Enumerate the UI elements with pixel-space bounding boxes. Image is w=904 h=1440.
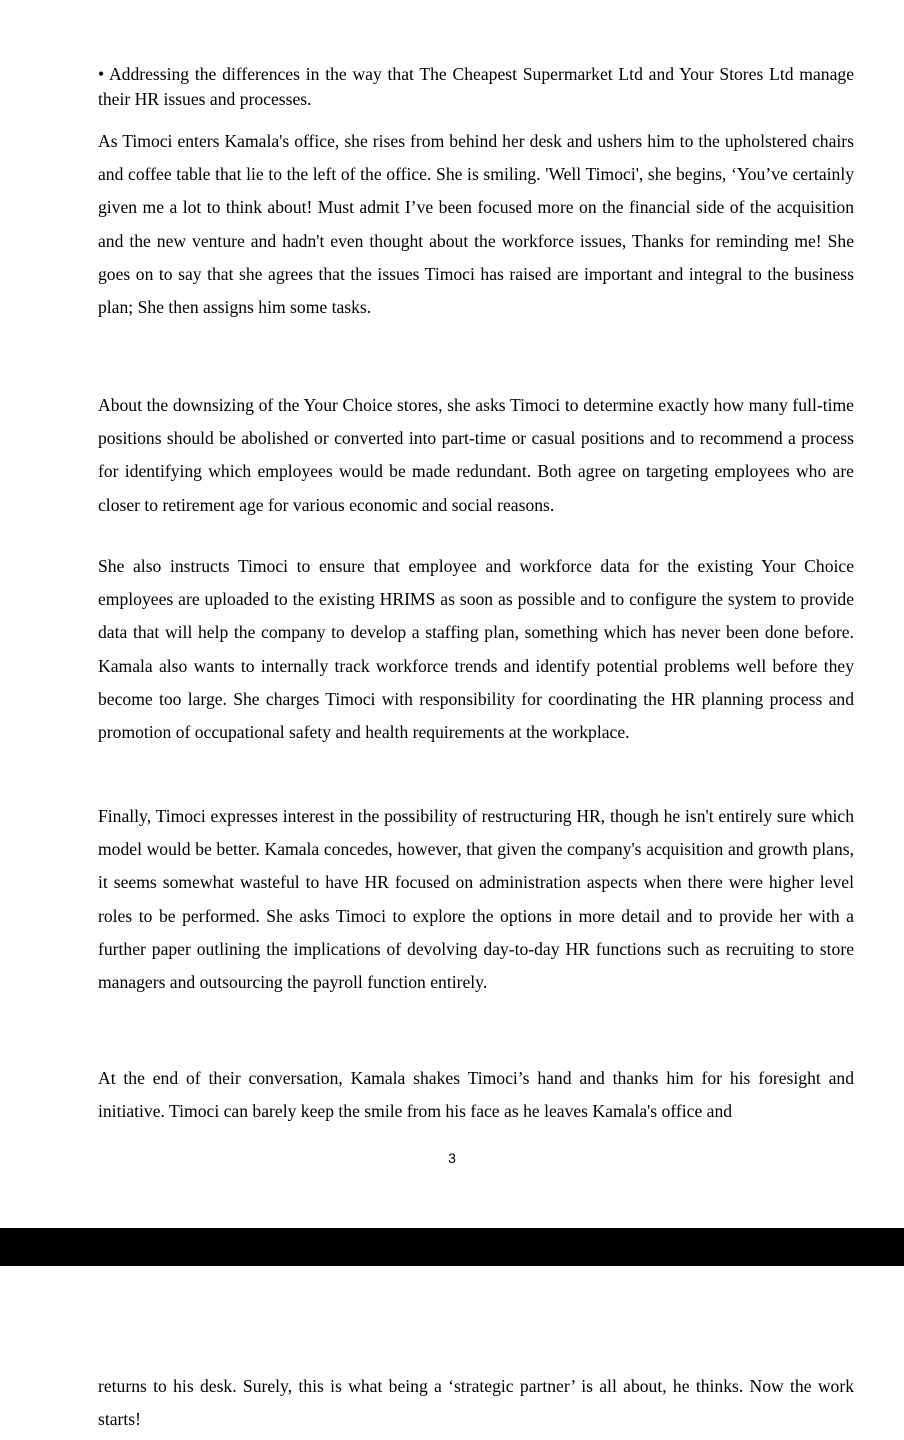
paragraph-hrims-data: She also instructs Timoci to ensure that employee and workforce data for the existing Your Choice employees are uploaded to the existing HRIMS as soon as possible and to configure the system to provide data that will help the company to develop a staffing plan, something which has never been done before. Kamala also wants to internally track workforce trends and identify potential problems well before they become too large. She charges Timoci with responsibility for coordinating the HR planning process and promotion of occupational safety and health requirements at the workplace. (98, 556, 854, 743)
paragraph-office-meeting: As Timoci enters Kamala's office, she rises from behind her desk and ushers him to the upholstered chairs and coffee table that lie to the left of the office. She is smiling. 'Well Timoci', she begins, ‘You’ve certainly given me a lot to think about! Must admit I’ve been focused more on the financial side of the acquisition and the new venture and hadn't even thought about the workforce issues, Thanks for reminding me! She goes on to say that she agrees that the issues Timoci has raised are important and integral to the business plan; She then assigns him some tasks. (98, 131, 854, 318)
paragraph-end-of-conversation: At the end of their conversation, Kamala shakes Timoci’s hand and thanks him for his foresight and initiative. Timoci can barely keep the smile from his face as he leaves Kamala's office and (98, 1068, 854, 1122)
page-separator (0, 1228, 904, 1266)
paragraph-continuation: returns to his desk. Surely, this is what being a ‘strategic partner’ is all about, he thinks. Now the work starts! (98, 1376, 854, 1430)
bullet-point-text: • Addressing the differences in the way that The Cheapest Supermarket Ltd and Your Stores Ltd manage their HR issues and processes. (98, 64, 854, 109)
paragraph-downsizing: About the downsizing of the Your Choice stores, she asks Timoci to determine exactly how many full-time positions should be abolished or converted into part-time or casual positions and to recommend a process for identifying which employees would be made redundant. Both agree on targeting employees who are closer to retirement age for various economic and social reasons. (98, 395, 854, 515)
page-number: 3 (448, 1150, 456, 1166)
paragraph-restructuring-hr: Finally, Timoci expresses interest in the possibility of restructuring HR, though he isn't entirely sure which model would be better. Kamala concedes, however, that given the company's acquisition and growth plans, it seems somewhat wasteful to have HR focused on administration aspects when there were higher level roles to be performed. She asks Timoci to explore the options in more detail and to provide her with a further paper outlining the implications of devolving day-to-day HR functions such as recruiting to store managers and outsourcing the payroll function entirely. (98, 806, 854, 993)
